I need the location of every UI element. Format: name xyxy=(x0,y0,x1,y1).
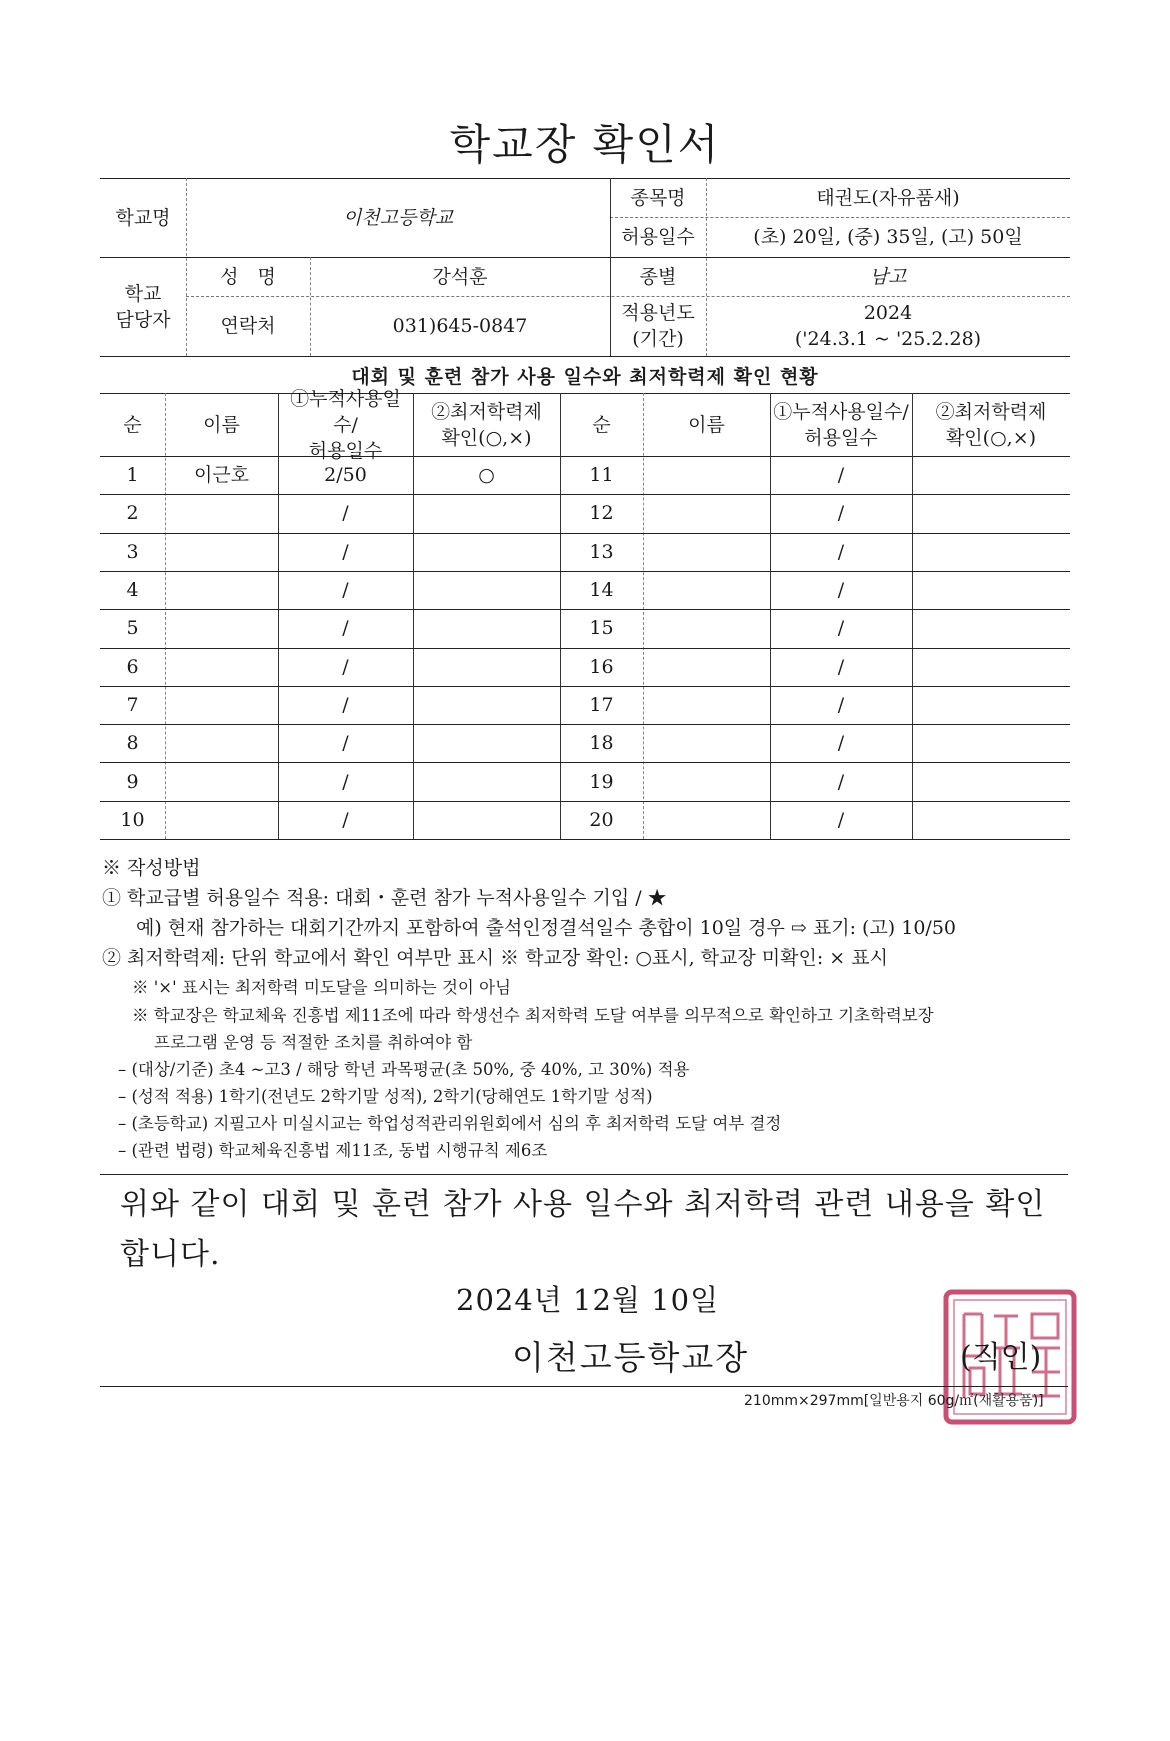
row-num-right: 19 xyxy=(589,770,614,793)
row-num-right: 20 xyxy=(589,808,614,831)
row-check-right xyxy=(912,494,1070,532)
type-value: 남고 xyxy=(869,265,907,288)
row-num-right: 15 xyxy=(589,617,614,640)
note-detail-2: – (성적 적용) 1학기(전년도 2학기말 성적), 2학기(당해연도 1학기말 성적) xyxy=(118,1087,653,1106)
row-days-left: / xyxy=(342,808,349,831)
row-days-left: / xyxy=(342,540,349,563)
row-num-right: 13 xyxy=(589,540,614,563)
row-check-right xyxy=(912,648,1070,686)
paper-spec-footer: 210mm×297mm[일반용지 60g/㎡(재활용품)] xyxy=(744,1393,1044,1409)
row-name-right xyxy=(643,762,770,800)
notes-divider xyxy=(100,1174,1068,1175)
col-days-left-line2: 허용일수 xyxy=(308,439,383,462)
row-name-left xyxy=(165,571,278,609)
row-name-right xyxy=(643,724,770,762)
row-num-right: 18 xyxy=(589,732,614,755)
row-check-left xyxy=(413,609,560,647)
year-label-line2: (기간) xyxy=(632,328,684,350)
row-num-left: 6 xyxy=(126,655,139,678)
row-num-right: 11 xyxy=(589,464,614,487)
row-days-right: / xyxy=(837,732,845,755)
note-detail-4: – (관련 법령) 학교체육진흥법 제11조, 동법 시행규칙 제6조 xyxy=(118,1141,548,1160)
row-days-left: / xyxy=(342,732,349,755)
row-days-right: / xyxy=(837,579,845,602)
row-check-right xyxy=(912,762,1070,800)
row-check-right xyxy=(912,686,1070,724)
name-label: 성 명 xyxy=(220,265,276,288)
row-name-right xyxy=(643,494,770,532)
principal-name: 이천고등학교장 xyxy=(512,1338,750,1377)
name-value: 강석훈 xyxy=(432,265,488,288)
confirmation-text: 위와 같이 대회 및 훈련 참가 사용 일수와 최저학력 관련 내용을 확인합니다. xyxy=(120,1187,1046,1272)
document-title: 학교장 확인서 xyxy=(449,120,721,169)
row-num-right: 17 xyxy=(589,693,614,716)
staff-label-line1: 학교 xyxy=(124,282,162,305)
row-check-left xyxy=(413,533,560,571)
row-num-right: 14 xyxy=(589,579,614,602)
row-days-right: / xyxy=(837,464,845,487)
row-days-right: / xyxy=(837,655,845,678)
notes-heading: ※ 작성방법 xyxy=(102,857,201,879)
row-name-left: 이근호 xyxy=(193,464,250,487)
row-days-right: / xyxy=(837,770,845,793)
row-days-left: / xyxy=(342,502,349,525)
row-name-left xyxy=(165,762,278,800)
row-name-left xyxy=(165,609,278,647)
col-days-right-line1: ①누적사용일수/ xyxy=(773,400,909,423)
row-name-right xyxy=(643,648,770,686)
row-days-right: / xyxy=(837,502,845,525)
col-num-left: 순 xyxy=(123,413,142,436)
row-num-left: 4 xyxy=(126,579,139,602)
row-name-left xyxy=(165,686,278,724)
row-check-left xyxy=(413,494,560,532)
row-check-right xyxy=(912,533,1070,571)
row-days-left: / xyxy=(342,579,349,602)
school-label: 학교명 xyxy=(115,206,171,229)
note-2-b2: 프로그램 운영 등 적절한 조치를 취하여야 함 xyxy=(154,1033,473,1052)
row-name-right xyxy=(643,686,770,724)
col-days-right xyxy=(770,393,912,456)
type-label: 종별 xyxy=(639,265,677,288)
col-name-left: 이름 xyxy=(203,413,240,436)
row-check-left xyxy=(413,648,560,686)
row-days-left: / xyxy=(342,655,349,678)
row-name-left xyxy=(165,724,278,762)
note-1-example: 예) 현재 참가하는 대회기간까지 포함하여 출석인정결석일수 총합이 10일 경우 ⇨ 표기: (고) 10/50 xyxy=(136,917,957,939)
row-check-right xyxy=(912,801,1070,839)
staff-label-line2: 담당자 xyxy=(115,308,171,331)
note-2: ② 최저학력제: 단위 학교에서 확인 여부만 표시 ※ 학교장 확인: ○표시, 학교장 미확인: × 표시 xyxy=(102,947,888,969)
allowed-days-value: (초) 20일, (중) 35일, (고) 50일 xyxy=(753,226,1023,248)
row-days-right: / xyxy=(837,693,845,716)
row-name-left xyxy=(165,648,278,686)
row-check-left xyxy=(413,801,560,839)
row-num-left: 7 xyxy=(126,693,139,716)
footer-divider xyxy=(100,1386,1068,1387)
row-check-right xyxy=(912,571,1070,609)
col-min-left xyxy=(413,393,560,456)
note-2-a: ※ '×' 표시는 최저학력 미도달을 의미하는 것이 아님 xyxy=(132,978,511,997)
contact-label: 연락처 xyxy=(220,315,276,337)
col-days-right-line2: 허용일수 xyxy=(804,426,878,449)
row-num-left: 1 xyxy=(126,464,139,487)
row-days-left: / xyxy=(342,617,349,640)
row-num-right: 12 xyxy=(589,502,614,525)
period-value: ('24.3.1 ~ '25.2.28) xyxy=(794,328,982,350)
row-days-left: / xyxy=(342,770,349,793)
row-num-left: 5 xyxy=(126,617,139,640)
row-days-right: / xyxy=(837,617,845,640)
issue-date: 2024년 12월 10일 xyxy=(456,1283,720,1317)
allowed-days-label: 허용일수 xyxy=(621,226,695,248)
year-value xyxy=(706,296,1070,356)
row-name-right xyxy=(643,456,770,494)
year-label xyxy=(610,296,706,356)
col-min-left-line1: ②최저학력제 xyxy=(431,400,542,423)
staff-label xyxy=(100,257,186,356)
note-detail-3: – (초등학교) 지필고사 미실시교는 학업성적관리위원회에서 심의 후 최저학력 도달 여부 결정 xyxy=(118,1114,782,1133)
row-check-left xyxy=(413,762,560,800)
note-detail-1: – (대상/기준) 초4 ~고3 / 해당 학년 과목평균(초 50%, 중 40%, 고 30%) 적용 xyxy=(118,1060,690,1079)
note-1: ① 학교급별 허용일수 적용: 대회・훈련 참가 누적사용일수 기입 / ★ xyxy=(102,887,667,909)
col-days-left-line1: ①누적사용일수/ xyxy=(290,387,401,436)
row-check-right xyxy=(912,609,1070,647)
section-title: 대회 및 훈련 참가 사용 일수와 최저학력제 확인 현황 xyxy=(351,365,819,388)
sport-label: 종목명 xyxy=(630,186,686,209)
sport-value: 태권도(자유품새) xyxy=(816,186,960,209)
school-value: 이천고등학교 xyxy=(342,206,454,229)
year-value-line1: 2024 xyxy=(863,302,913,324)
col-min-right-line2: 확인(○,×) xyxy=(945,426,1037,449)
row-days-right: / xyxy=(837,808,845,831)
row-days-left: / xyxy=(342,693,349,716)
row-name-right xyxy=(643,571,770,609)
row-name-right xyxy=(643,801,770,839)
row-name-right xyxy=(643,533,770,571)
row-name-left xyxy=(165,494,278,532)
row-check-left xyxy=(413,571,560,609)
row-name-left xyxy=(165,801,278,839)
col-num-right: 순 xyxy=(592,413,611,436)
row-check-left: ○ xyxy=(478,464,495,487)
col-min-right xyxy=(912,393,1070,456)
row-num-left: 9 xyxy=(126,770,139,793)
row-name-left xyxy=(165,533,278,571)
contact-value: 031)645-0847 xyxy=(392,315,528,337)
row-check-left xyxy=(413,724,560,762)
year-label-line1: 적용년도 xyxy=(621,302,695,324)
col-min-right-line1: ②최저학력제 xyxy=(935,400,1047,423)
row-check-right xyxy=(912,724,1070,762)
row-num-left: 8 xyxy=(126,732,139,755)
row-days-right: / xyxy=(837,540,845,563)
row-num-left: 2 xyxy=(126,502,139,525)
row-check-left xyxy=(413,686,560,724)
seal-label: (직인) xyxy=(960,1340,1042,1375)
col-name-right: 이름 xyxy=(688,413,725,436)
row-num-right: 16 xyxy=(589,655,614,678)
row-name-right xyxy=(643,609,770,647)
note-2-b1: ※ 학교장은 학교체육 진흥법 제11조에 따라 학생선수 최저학력 도달 여부를 의무적으로 확인하고 기초학력보장 xyxy=(132,1006,934,1025)
row-days-left: 2/50 xyxy=(324,464,367,487)
col-min-left-line2: 확인(○,×) xyxy=(441,426,532,449)
col-days-left xyxy=(278,387,413,462)
row-check-right xyxy=(912,456,1070,494)
row-num-left: 3 xyxy=(126,540,139,563)
row-num-left: 10 xyxy=(120,808,145,831)
